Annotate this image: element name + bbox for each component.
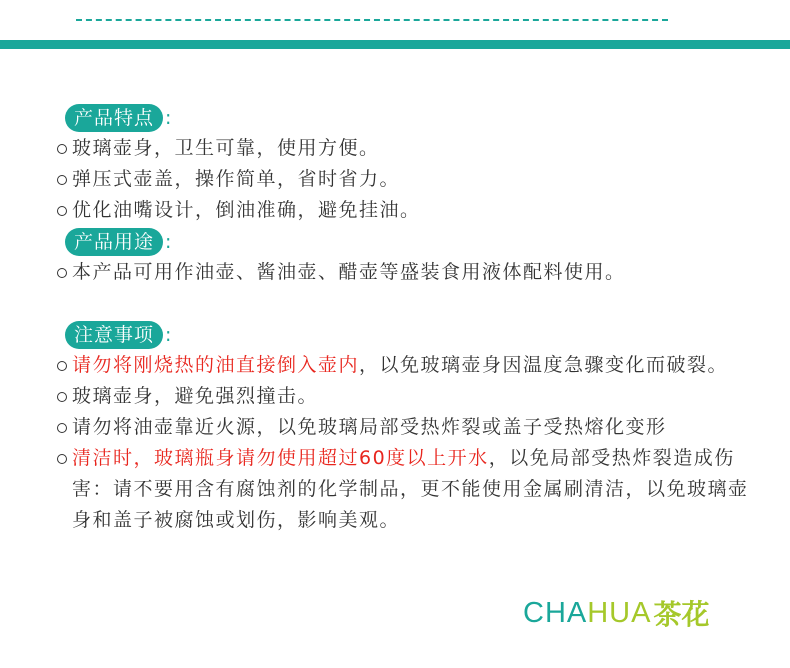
notes-heading (55, 319, 755, 350)
item-text: 本产品可用作油壶、酱油壶、醋壶等盛装食用液体配料使用。 (72, 261, 626, 283)
circle-bullet-icon (57, 206, 67, 216)
usage-title: 产品用途 (65, 228, 163, 256)
item-text: 玻璃壶身，避免强烈撞击。 (72, 385, 319, 407)
list-item (55, 257, 755, 288)
circle-bullet-icon (57, 144, 67, 154)
item-text: ，以免局部受热炸裂造成伤害：请不要用含有腐蚀剂的化学制品，更不能使用金属刷清洁，以免玻璃壶身和盖子被腐蚀或划伤，影响美观。 (72, 447, 749, 531)
list-item (55, 443, 755, 536)
item-text: 请勿将油壶靠近火源，以免玻璃局部受热炸裂或盖子受热熔化变形 (72, 416, 667, 438)
list-item (55, 133, 755, 164)
circle-bullet-icon (57, 361, 67, 371)
warning-text: 清洁时，玻璃瓶身请勿使用超过60度以上开水 (72, 447, 489, 469)
item-text: 玻璃壶身，卫生可靠，使用方便。 (72, 137, 380, 159)
header-band (0, 40, 790, 49)
warning-text: 请勿将刚烧热的油直接倒入壶内 (72, 354, 360, 376)
heading-colon: : (165, 323, 172, 346)
product-info (55, 102, 755, 536)
item-text: 弹压式壶盖，操作简单，省时省力。 (72, 168, 401, 190)
circle-bullet-icon (57, 268, 67, 278)
features-heading (55, 102, 755, 133)
brand-logo (523, 596, 709, 630)
logo-chinese-text: 茶花 (653, 598, 710, 631)
item-text: ，以免玻璃壶身因温度急骤变化而破裂。 (359, 354, 729, 376)
item-text: 优化油嘴设计，倒油准确，避免挂油。 (72, 199, 421, 221)
list-item (55, 350, 755, 381)
list-item (55, 164, 755, 195)
features-title: 产品特点 (65, 104, 163, 132)
circle-bullet-icon (57, 175, 67, 185)
usage-heading (55, 226, 755, 257)
section-spacer (55, 288, 755, 319)
logo-latin-text (523, 597, 651, 630)
notes-title: 注意事项 (65, 321, 163, 349)
heading-colon: : (165, 230, 172, 253)
heading-colon: : (165, 106, 172, 129)
logo-hua: HUA (587, 596, 652, 629)
list-item (55, 381, 755, 412)
logo-cha: CHA (523, 596, 588, 629)
circle-bullet-icon (57, 392, 67, 402)
circle-bullet-icon (57, 454, 67, 464)
circle-bullet-icon (57, 423, 67, 433)
list-item (55, 412, 755, 443)
dashed-divider (76, 19, 668, 21)
list-item (55, 195, 755, 226)
